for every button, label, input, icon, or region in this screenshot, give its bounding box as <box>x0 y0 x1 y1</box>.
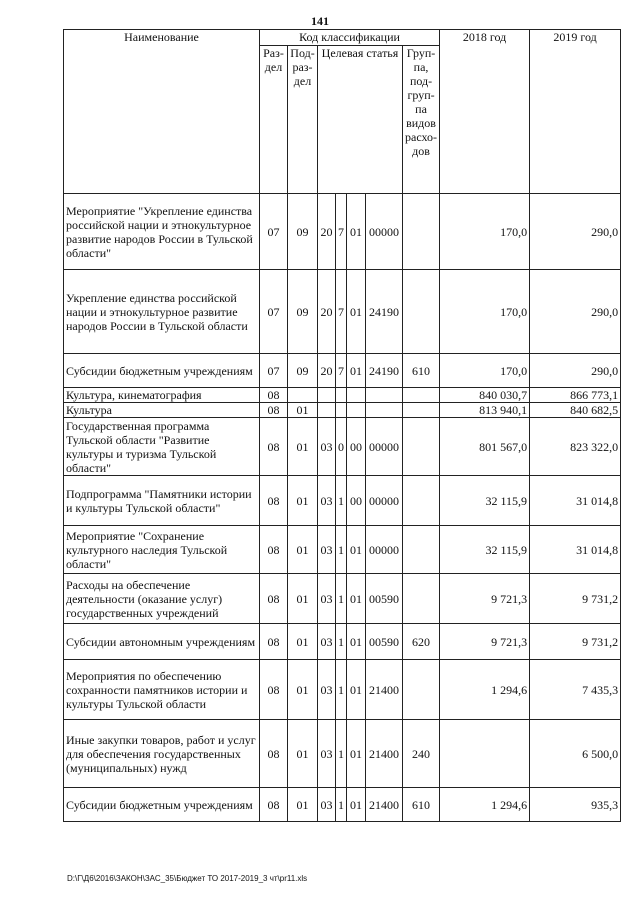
cell-2018: 9 721,3 <box>440 574 530 624</box>
cell-2019: 290,0 <box>530 194 621 270</box>
cell-expense-type <box>403 476 440 526</box>
cell-name: Мероприятия по обеспечению сохранности памятников истории и культуры Тульской области <box>64 660 260 720</box>
cell-razdel: 08 <box>260 388 288 403</box>
cell-razdel: 08 <box>260 574 288 624</box>
cell-2018: 813 940,1 <box>440 403 530 418</box>
cell-razdel: 08 <box>260 476 288 526</box>
cell-name: Укрепление единства российской нации и этнокультурное развитие народов России в Тульской области <box>64 270 260 354</box>
cell-name: Подпрограмма "Памятники истории и культуры Тульской области" <box>64 476 260 526</box>
table-row <box>64 624 621 660</box>
cell-2019: 290,0 <box>530 270 621 354</box>
cell-podrazdel: 01 <box>288 720 318 788</box>
table-row <box>64 476 621 526</box>
cell-2018: 32 115,9 <box>440 526 530 574</box>
cell-razdel: 08 <box>260 624 288 660</box>
cell-2019: 7 435,3 <box>530 660 621 720</box>
cell-target-event: 01 <box>347 720 366 788</box>
cell-target-direction: 00000 <box>366 476 403 526</box>
table-row <box>64 354 621 388</box>
header-2018: 2018 год <box>440 30 530 194</box>
table-row <box>64 418 621 476</box>
cell-target-subprogram: 1 <box>336 624 347 660</box>
table-row <box>64 270 621 354</box>
cell-target-program: 03 <box>318 660 336 720</box>
cell-razdel: 08 <box>260 526 288 574</box>
cell-target-program: 03 <box>318 476 336 526</box>
cell-podrazdel <box>288 388 318 403</box>
table-row <box>64 574 621 624</box>
cell-2019: 840 682,5 <box>530 403 621 418</box>
cell-target-event: 01 <box>347 270 366 354</box>
header-razdel: Раз- дел <box>260 46 288 194</box>
header-code: Код классификации <box>260 30 440 46</box>
cell-target-program: 03 <box>318 720 336 788</box>
cell-target-event <box>347 388 366 403</box>
cell-target-program: 03 <box>318 418 336 476</box>
cell-target-subprogram: 0 <box>336 418 347 476</box>
cell-target-subprogram: 1 <box>336 526 347 574</box>
cell-target-program: 03 <box>318 526 336 574</box>
cell-podrazdel: 01 <box>288 624 318 660</box>
cell-target-subprogram: 7 <box>336 354 347 388</box>
cell-target-event: 01 <box>347 574 366 624</box>
cell-podrazdel: 01 <box>288 660 318 720</box>
cell-target-program <box>318 388 336 403</box>
cell-target-direction: 21400 <box>366 720 403 788</box>
cell-name: Субсидии бюджетным учреждениям <box>64 788 260 822</box>
table-row <box>64 526 621 574</box>
cell-name: Культура, кинематография <box>64 388 260 403</box>
table-row <box>64 194 621 270</box>
cell-razdel: 08 <box>260 720 288 788</box>
cell-2018: 32 115,9 <box>440 476 530 526</box>
cell-2019: 6 500,0 <box>530 720 621 788</box>
cell-target-subprogram: 1 <box>336 574 347 624</box>
cell-target-event: 01 <box>347 354 366 388</box>
cell-2018: 170,0 <box>440 354 530 388</box>
table-row <box>64 660 621 720</box>
cell-2019: 866 773,1 <box>530 388 621 403</box>
header-gruppa: Груп- па, под- груп- па видов расхо- дов <box>403 46 440 194</box>
cell-target-subprogram: 7 <box>336 270 347 354</box>
cell-expense-type: 610 <box>403 354 440 388</box>
cell-target-subprogram: 1 <box>336 660 347 720</box>
cell-target-direction <box>366 403 403 418</box>
budget-rows <box>64 194 621 822</box>
cell-2018: 1 294,6 <box>440 660 530 720</box>
cell-target-program: 03 <box>318 624 336 660</box>
cell-podrazdel: 09 <box>288 354 318 388</box>
cell-name: Культура <box>64 403 260 418</box>
cell-expense-type: 620 <box>403 624 440 660</box>
cell-target-event <box>347 403 366 418</box>
cell-2018 <box>440 720 530 788</box>
cell-expense-type <box>403 194 440 270</box>
cell-name: Субсидии бюджетным учреждениям <box>64 354 260 388</box>
cell-expense-type <box>403 418 440 476</box>
page-number: 141 <box>311 14 329 28</box>
header-celevaya: Целевая статья <box>318 46 403 194</box>
cell-name: Мероприятие "Укрепление единства российской нации и этнокультурное развитие народов России в Тульской области" <box>64 194 260 270</box>
file-path-footer: D:\Г\Д6\2016\ЗАКОН\ЗАС_35\Бюджет ТО 2017-2019_3 чт\pr11.xls <box>67 874 308 883</box>
cell-name: Субсидии автономным учреждениям <box>64 624 260 660</box>
cell-name: Мероприятие "Сохранение культурного наследия Тульской области" <box>64 526 260 574</box>
cell-razdel: 08 <box>260 418 288 476</box>
cell-name: Государственная программа Тульской области "Развитие культуры и туризма Тульской области" <box>64 418 260 476</box>
cell-2019: 9 731,2 <box>530 624 621 660</box>
cell-target-program: 20 <box>318 354 336 388</box>
cell-razdel: 07 <box>260 194 288 270</box>
cell-target-direction: 21400 <box>366 660 403 720</box>
cell-2018: 170,0 <box>440 194 530 270</box>
cell-podrazdel: 01 <box>288 403 318 418</box>
cell-target-direction: 24190 <box>366 354 403 388</box>
cell-target-subprogram <box>336 388 347 403</box>
cell-2019: 9 731,2 <box>530 574 621 624</box>
cell-2019: 31 014,8 <box>530 526 621 574</box>
cell-target-event: 01 <box>347 788 366 822</box>
cell-target-direction: 00000 <box>366 526 403 574</box>
cell-podrazdel: 09 <box>288 194 318 270</box>
cell-target-direction: 24190 <box>366 270 403 354</box>
cell-target-direction: 00000 <box>366 194 403 270</box>
cell-target-subprogram: 1 <box>336 476 347 526</box>
cell-2019: 31 014,8 <box>530 476 621 526</box>
cell-podrazdel: 01 <box>288 788 318 822</box>
header-name: Наименование <box>64 30 260 194</box>
cell-2018: 9 721,3 <box>440 624 530 660</box>
cell-target-direction: 00590 <box>366 624 403 660</box>
cell-2019: 290,0 <box>530 354 621 388</box>
table-row <box>64 388 621 403</box>
cell-name: Расходы на обеспечение деятельности (оказание услуг) государственных учреждений <box>64 574 260 624</box>
cell-target-event: 01 <box>347 194 366 270</box>
cell-expense-type <box>403 388 440 403</box>
cell-target-direction: 00000 <box>366 418 403 476</box>
header-podrazdel: Под- раз- дел <box>288 46 318 194</box>
cell-2019: 823 322,0 <box>530 418 621 476</box>
cell-target-event: 01 <box>347 526 366 574</box>
cell-podrazdel: 09 <box>288 270 318 354</box>
cell-target-subprogram <box>336 403 347 418</box>
cell-expense-type <box>403 403 440 418</box>
table-row <box>64 788 621 822</box>
cell-expense-type: 610 <box>403 788 440 822</box>
cell-expense-type <box>403 574 440 624</box>
cell-target-subprogram: 1 <box>336 788 347 822</box>
cell-target-event: 00 <box>347 476 366 526</box>
cell-target-event: 01 <box>347 660 366 720</box>
cell-razdel: 08 <box>260 403 288 418</box>
cell-razdel: 08 <box>260 788 288 822</box>
cell-target-event: 01 <box>347 624 366 660</box>
cell-target-direction: 00590 <box>366 574 403 624</box>
budget-table <box>63 29 621 822</box>
cell-2018: 170,0 <box>440 270 530 354</box>
cell-target-subprogram: 1 <box>336 720 347 788</box>
cell-target-program <box>318 403 336 418</box>
cell-podrazdel: 01 <box>288 574 318 624</box>
table-row <box>64 720 621 788</box>
cell-target-program: 03 <box>318 788 336 822</box>
cell-expense-type <box>403 660 440 720</box>
cell-podrazdel: 01 <box>288 418 318 476</box>
cell-2019: 935,3 <box>530 788 621 822</box>
cell-target-program: 20 <box>318 194 336 270</box>
cell-razdel: 07 <box>260 354 288 388</box>
cell-expense-type: 240 <box>403 720 440 788</box>
cell-target-event: 00 <box>347 418 366 476</box>
table-row <box>64 403 621 418</box>
cell-target-subprogram: 7 <box>336 194 347 270</box>
cell-2018: 840 030,7 <box>440 388 530 403</box>
cell-target-direction <box>366 388 403 403</box>
cell-razdel: 07 <box>260 270 288 354</box>
cell-expense-type <box>403 526 440 574</box>
cell-podrazdel: 01 <box>288 476 318 526</box>
cell-podrazdel: 01 <box>288 526 318 574</box>
cell-razdel: 08 <box>260 660 288 720</box>
header-2019: 2019 год <box>530 30 621 194</box>
cell-target-direction: 21400 <box>366 788 403 822</box>
cell-target-program: 03 <box>318 574 336 624</box>
cell-2018: 1 294,6 <box>440 788 530 822</box>
cell-target-program: 20 <box>318 270 336 354</box>
cell-name: Иные закупки товаров, работ и услуг для обеспечения государственных (муниципальных) нужд <box>64 720 260 788</box>
cell-2018: 801 567,0 <box>440 418 530 476</box>
cell-expense-type <box>403 270 440 354</box>
